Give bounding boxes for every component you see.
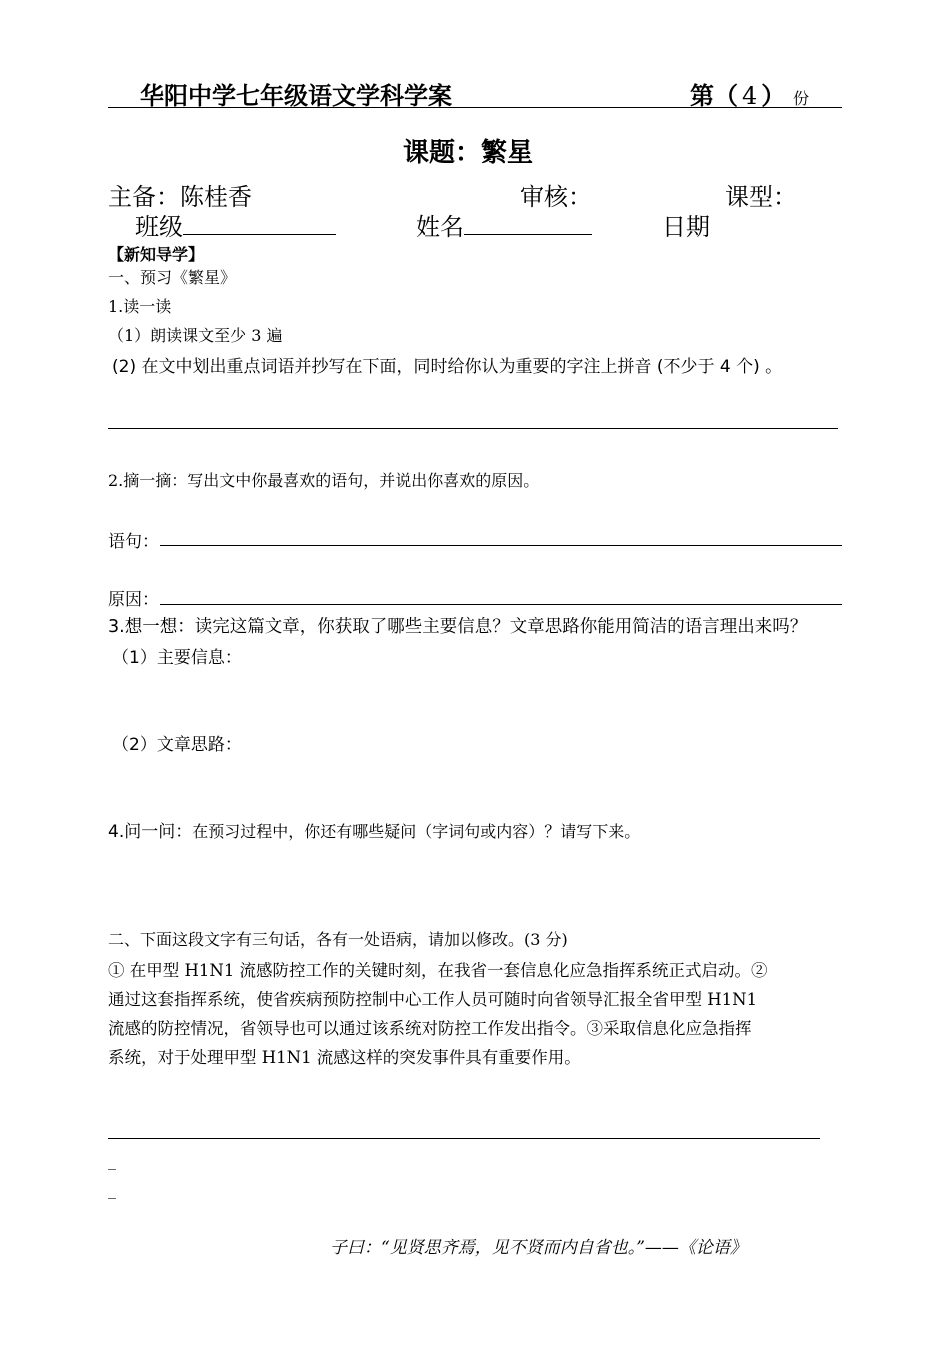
item-excerpt-text: 写出文中你最喜欢的语句，并说出你喜欢的原因。 bbox=[187, 471, 540, 490]
paragraph-line-3: 流感的防控情况，省领导也可以通过该系统对防控工作发出指令。③采取信息化应急指挥 bbox=[108, 1019, 752, 1038]
name-field bbox=[416, 207, 592, 242]
item-read-sub1: （1）朗读课文至少 3 遍 bbox=[108, 326, 283, 345]
correction-dash-2: _ bbox=[108, 1180, 116, 1199]
item-think-sub1: （1）主要信息： bbox=[112, 648, 242, 668]
reason-answer-line[interactable] bbox=[160, 604, 842, 605]
paragraph-line-1: ① 在甲型 H1N1 流感防控工作的关键时刻，在我省一套信息化应急指挥系统正式启动。② bbox=[108, 961, 768, 980]
item-ask bbox=[108, 817, 640, 842]
class-label: 班级 bbox=[135, 213, 183, 241]
header-rule bbox=[108, 107, 842, 108]
correction-dash-1: _ bbox=[108, 1151, 116, 1170]
item-ask-prefix: 4.问一问： bbox=[108, 822, 193, 842]
copy-unit: 份 bbox=[793, 89, 810, 108]
item-excerpt-prefix: 2.摘一摘： bbox=[108, 471, 188, 490]
sentence-answer-line[interactable] bbox=[160, 545, 842, 546]
preparer: 主备：陈桂香 bbox=[108, 183, 252, 211]
copy-number-label bbox=[690, 76, 785, 111]
name-blank[interactable] bbox=[464, 212, 592, 235]
lesson-type: 课型： bbox=[725, 183, 797, 211]
date-label: 日期 bbox=[662, 213, 710, 241]
correction-line[interactable] bbox=[108, 1138, 820, 1139]
reviewer: 审核： bbox=[520, 183, 592, 211]
reason-label: 原因： bbox=[108, 590, 159, 610]
item-ask-text: 在预习过程中，你还有哪些疑问（字词句或内容）？请写下来。 bbox=[192, 822, 641, 841]
item-read-sub2: (2) 在文中划出重点词语并抄写在下面，同时给你认为重要的字注上拼音 (不少于 4 个) 。 bbox=[112, 357, 783, 377]
item-think-sub2: （2）文章思路： bbox=[112, 735, 242, 755]
class-blank[interactable] bbox=[183, 212, 336, 235]
item-read: 1.读一读 bbox=[108, 297, 172, 316]
school-title: 华阳中学七年级语文学科学案 bbox=[140, 81, 452, 110]
closing-quote: 子曰：“见贤思齐焉，见不贤而内自省也。”——《论语》 bbox=[330, 1238, 747, 1258]
sentence-label: 语句： bbox=[108, 532, 159, 552]
copy-suffix: ） bbox=[761, 81, 786, 110]
section-heading: 【新知导学】 bbox=[108, 245, 205, 264]
name-label: 姓名 bbox=[416, 213, 464, 241]
copy-number: 4 bbox=[742, 82, 758, 110]
answer-line-words[interactable] bbox=[108, 428, 838, 429]
item-think: 3.想一想：读完这篇文章，你获取了哪些主要信息？文章思路你能用简洁的语言理出来吗？ bbox=[108, 617, 808, 637]
part-one-heading: 一、预习《繁星》 bbox=[108, 268, 237, 287]
copy-prefix: 第（ bbox=[690, 81, 738, 110]
item-excerpt bbox=[108, 468, 539, 491]
lesson-title: 课题：繁星 bbox=[403, 138, 534, 168]
paragraph-line-2: 通过这套指挥系统，使省疾病预防控制中心工作人员可随时向省领导汇报全省甲型 H1N1 bbox=[108, 990, 758, 1009]
paragraph-line-4: 系统，对于处理甲型 H1N1 流感这样的突发事件具有重要作用。 bbox=[108, 1048, 581, 1067]
part-two-heading: 二、下面这段文字有三句话，各有一处语病，请加以修改。(3 分) bbox=[108, 930, 568, 949]
class-field bbox=[135, 207, 336, 242]
